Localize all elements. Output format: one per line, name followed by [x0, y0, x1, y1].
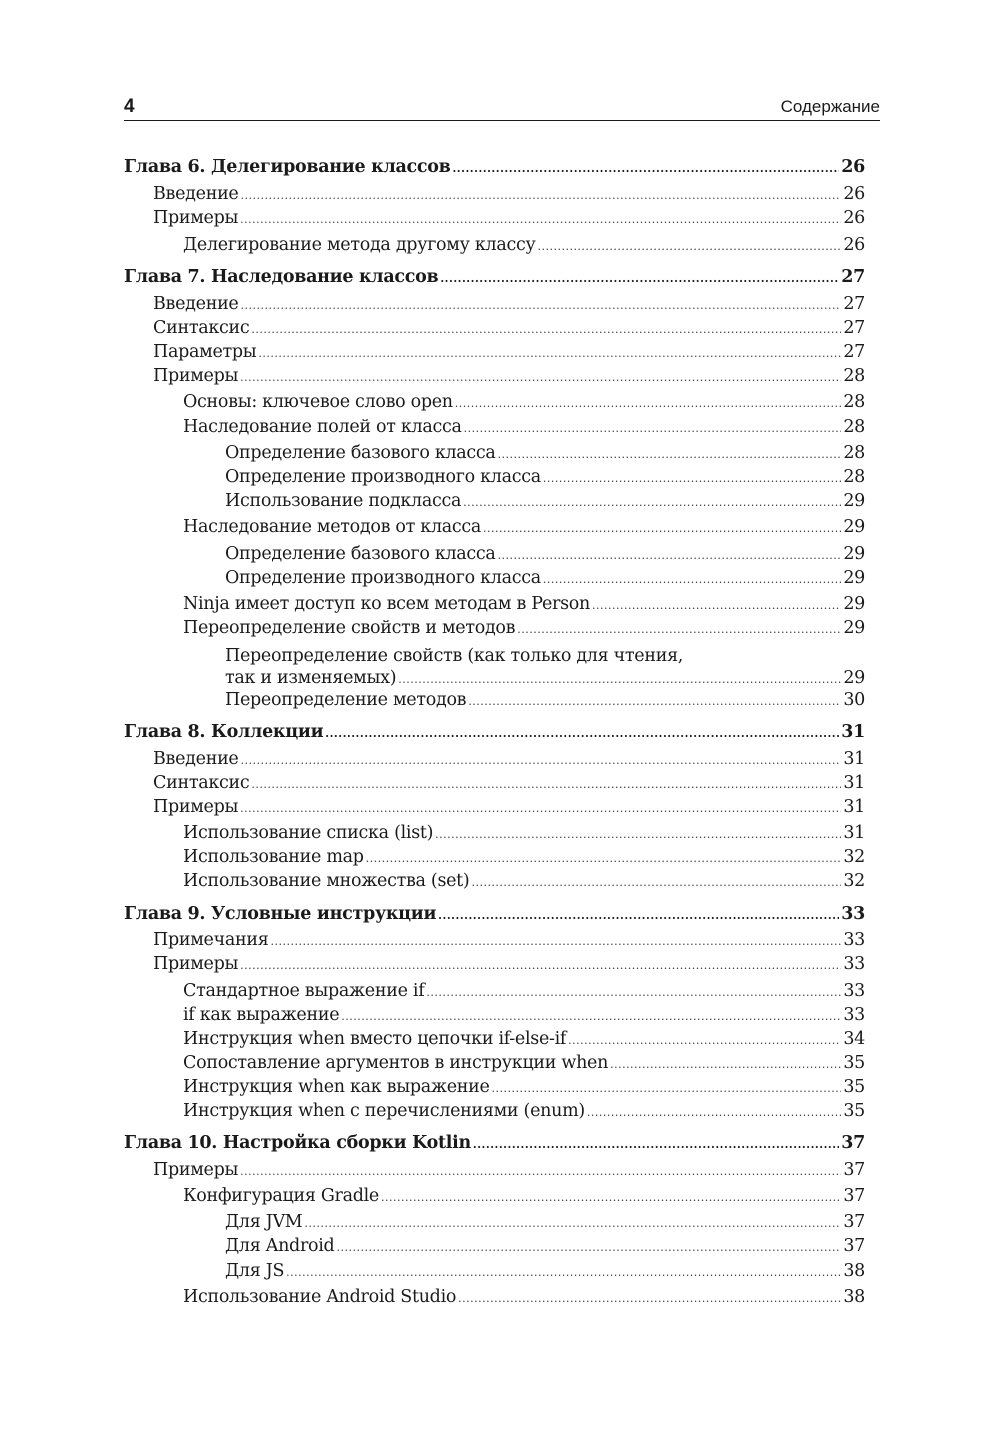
dot-leader — [241, 185, 842, 207]
toc-entry-page: 29 — [843, 517, 865, 537]
dot-leader — [592, 595, 841, 617]
toc-entry-page: 37 — [843, 1236, 865, 1256]
dot-leader — [240, 955, 841, 977]
dot-leader — [471, 872, 841, 894]
toc-entry[interactable] — [153, 953, 865, 977]
dot-leader — [464, 418, 842, 440]
dot-leader — [240, 1161, 841, 1183]
toc-entry[interactable] — [183, 234, 865, 258]
toc-entry[interactable] — [153, 929, 865, 953]
dot-leader — [366, 848, 842, 870]
toc-entry[interactable] — [183, 1052, 865, 1076]
toc-chapter-entry[interactable] — [124, 721, 865, 745]
toc-chapter-entry[interactable] — [124, 1132, 865, 1156]
toc-entry[interactable] — [225, 1260, 865, 1284]
dot-leader — [240, 367, 841, 389]
toc-entry[interactable] — [183, 1100, 865, 1124]
toc-entry[interactable] — [183, 1286, 865, 1310]
dot-leader — [543, 569, 841, 591]
running-header — [124, 94, 880, 121]
toc-entry[interactable] — [153, 1159, 865, 1183]
toc-entry-title: Глава 10. Настройка сборки Kotlin — [124, 1133, 471, 1153]
toc-entry-title: Примеры — [153, 954, 239, 974]
dot-leader — [251, 774, 841, 796]
dot-leader — [241, 295, 842, 317]
dot-leader — [587, 1102, 841, 1124]
toc-entry[interactable] — [183, 870, 865, 894]
toc-entry[interactable] — [153, 317, 865, 341]
toc-entry-title: Определение базового класса — [225, 544, 496, 564]
toc-entry-title: Параметры — [153, 342, 257, 362]
dot-leader — [270, 931, 841, 953]
toc-entry-page: 28 — [843, 392, 865, 412]
toc-entry-title: Использование map — [183, 847, 364, 867]
toc-entry[interactable] — [225, 567, 865, 591]
dot-leader — [492, 1078, 842, 1100]
toc-entry-title: Синтаксис — [153, 773, 250, 793]
toc-entry-title: Введение — [153, 294, 239, 314]
toc-entry[interactable] — [183, 516, 865, 540]
toc-entry[interactable] — [153, 748, 865, 772]
toc-entry-page: 31 — [843, 749, 865, 769]
toc-entry-title: Наследование методов от класса — [183, 517, 482, 537]
toc-entry-page: 27 — [843, 294, 865, 314]
toc-chapter-entry[interactable] — [124, 266, 865, 290]
toc-entry-title: if как выражение — [183, 1005, 340, 1025]
toc-entry-title: Для JVM — [225, 1212, 303, 1232]
toc-entry-page: 37 — [843, 1186, 865, 1206]
toc-entry-title: Примеры — [153, 797, 239, 817]
dot-leader — [455, 393, 842, 415]
toc-entry-page: 30 — [843, 690, 865, 710]
toc-entry-page: 29 — [843, 544, 865, 564]
toc-entry-title: Примеры — [153, 1160, 239, 1180]
toc-entry-title: Использование Android Studio — [183, 1287, 457, 1307]
toc-entry-page: 33 — [841, 904, 865, 924]
toc-entry-page: 34 — [843, 1029, 865, 1049]
toc-entry-page: 38 — [843, 1287, 865, 1307]
toc-entry[interactable] — [153, 341, 865, 365]
dot-leader — [341, 1006, 841, 1028]
toc-entry[interactable] — [183, 846, 865, 870]
toc-entry-page: 35 — [843, 1101, 865, 1121]
toc-entry-page: 27 — [841, 267, 865, 287]
toc-entry[interactable] — [183, 1185, 865, 1209]
toc-entry[interactable] — [225, 543, 865, 567]
page-number: 4 — [124, 96, 135, 117]
toc-entry-page: 26 — [843, 235, 865, 255]
toc-entry-page: 33 — [843, 1005, 865, 1025]
toc-entry-page: 26 — [843, 184, 865, 204]
toc-entry[interactable] — [225, 442, 865, 466]
toc-entry-title: Инструкция when вместо цепочки if-else-if — [183, 1029, 567, 1049]
toc-entry-title: Примеры — [153, 208, 239, 228]
dot-leader — [568, 1030, 841, 1052]
toc-entry-title: Глава 6. Делегирование классов — [124, 157, 451, 177]
toc-entry-title: Синтаксис — [153, 318, 250, 338]
toc-entry[interactable] — [183, 1076, 865, 1100]
toc-entry-title: Определение производного класса — [225, 467, 541, 487]
toc-entry-page: 37 — [843, 1160, 865, 1180]
toc-entry-title-continued: так и изменяемых) — [225, 668, 397, 688]
toc-chapter-entry[interactable] — [124, 903, 865, 927]
dot-leader — [498, 444, 842, 466]
toc-entry[interactable] — [225, 466, 865, 490]
toc-entry-page: 35 — [843, 1053, 865, 1073]
dot-leader — [473, 1134, 839, 1156]
toc-entry-page: 29 — [843, 568, 865, 588]
dot-leader — [483, 518, 841, 540]
toc-entry-page: 37 — [841, 1133, 865, 1153]
toc-entry[interactable] — [153, 796, 865, 820]
dot-leader — [398, 669, 841, 691]
toc-entry-page: 31 — [843, 797, 865, 817]
toc-chapter-entry[interactable] — [124, 156, 865, 180]
toc-entry[interactable] — [225, 1211, 865, 1235]
toc-entry-page: 29 — [843, 668, 865, 688]
dot-leader — [458, 1288, 841, 1310]
dot-leader — [381, 1187, 841, 1209]
toc-entry-page: 31 — [843, 773, 865, 793]
toc-entry-page: 29 — [843, 491, 865, 511]
toc-entry-page: 31 — [843, 823, 865, 843]
toc-entry[interactable] — [183, 822, 865, 846]
dot-leader — [241, 750, 842, 772]
toc-entry-page: 37 — [843, 1212, 865, 1232]
dot-leader — [325, 723, 839, 745]
toc-entry-title: Инструкция when с перечислениями (enum) — [183, 1101, 585, 1121]
toc-entry-title: Переопределение свойств и методов — [183, 618, 516, 638]
toc-entry-page: 28 — [843, 467, 865, 487]
toc-entry-title: Глава 9. Условные инструкции — [124, 904, 437, 924]
toc-entry-title: Глава 7. Наследование классов — [124, 267, 439, 287]
toc-entry-page: 28 — [843, 443, 865, 463]
dot-leader — [336, 1237, 841, 1259]
toc-entry[interactable] — [225, 645, 865, 691]
toc-entry[interactable] — [153, 365, 865, 389]
toc-entry[interactable] — [153, 293, 865, 317]
dot-leader — [543, 468, 841, 490]
toc-entry-page: 29 — [843, 594, 865, 614]
dot-leader — [498, 545, 842, 567]
toc-entry-title: Переопределение свойств (как только для чтения, — [225, 646, 684, 666]
toc-entry[interactable] — [225, 490, 865, 514]
toc-entry-title: Делегирование метода другому классу — [183, 235, 536, 255]
dot-leader — [435, 824, 841, 846]
toc-entry-title: Определение производного класса — [225, 568, 541, 588]
toc-entry-page: 27 — [843, 318, 865, 338]
dot-leader — [251, 319, 841, 341]
toc-entry-page: 32 — [843, 871, 865, 891]
toc-entry-title: Для Android — [225, 1236, 335, 1256]
toc-entry[interactable] — [225, 1235, 865, 1259]
toc-entry-title: Для JS — [225, 1261, 285, 1281]
dot-leader — [240, 209, 841, 231]
toc-entry[interactable] — [183, 617, 865, 641]
dot-leader — [438, 905, 839, 927]
dot-leader — [468, 691, 841, 713]
toc-entry-page: 27 — [843, 342, 865, 362]
dot-leader — [440, 268, 839, 290]
dot-leader — [426, 982, 841, 1004]
toc-entry-title: Глава 8. Коллекции — [124, 722, 324, 742]
dot-leader — [240, 798, 841, 820]
toc-entry-title: Основы: ключевое слово open — [183, 392, 453, 412]
toc-entry-page: 29 — [843, 618, 865, 638]
dot-leader — [463, 492, 841, 514]
toc-entry-title: Введение — [153, 749, 239, 769]
toc-entry-page: 33 — [843, 981, 865, 1001]
toc-entry-title: Наследование полей от класса — [183, 417, 462, 437]
toc-entry-page: 38 — [843, 1261, 865, 1281]
toc-entry-page: 28 — [843, 417, 865, 437]
toc-entry-title: Примеры — [153, 366, 239, 386]
toc-entry[interactable] — [225, 689, 865, 713]
dot-leader — [286, 1262, 841, 1284]
running-title: Содержание — [780, 97, 880, 116]
dot-leader — [258, 343, 841, 365]
toc-entry[interactable] — [153, 183, 865, 207]
toc-entry-title: Примечания — [153, 930, 269, 950]
toc-entry-page: 31 — [841, 722, 865, 742]
toc-entry[interactable] — [183, 980, 865, 1004]
toc-entry-page: 26 — [843, 208, 865, 228]
toc-entry-title: Определение базового класса — [225, 443, 496, 463]
toc-entry[interactable] — [183, 593, 865, 617]
toc-entry-title: Инструкция when как выражение — [183, 1077, 490, 1097]
toc-entry-title: Переопределение методов — [225, 690, 467, 710]
toc-entry-page: 32 — [843, 847, 865, 867]
toc-entry-title: Конфигурация Gradle — [183, 1186, 379, 1206]
toc-entry[interactable] — [183, 416, 865, 440]
toc-entry-page: 33 — [843, 954, 865, 974]
dot-leader — [610, 1054, 841, 1076]
toc-entry[interactable] — [183, 1004, 865, 1028]
toc-entry-title: Ninja имеет доступ ко всем методам в Person — [183, 594, 590, 614]
toc-entry-page: 26 — [841, 157, 865, 177]
dot-leader — [452, 158, 839, 180]
toc-entry-title: Использование списка (list) — [183, 823, 434, 843]
toc-entry-title: Стандартное выражение if — [183, 981, 425, 1001]
dot-leader — [537, 236, 841, 258]
toc-entry[interactable] — [183, 391, 865, 415]
toc-entry-title: Использование подкласса — [225, 491, 462, 511]
toc-entry[interactable] — [153, 207, 865, 231]
dot-leader — [517, 619, 841, 641]
toc-entry-title: Использование множества (set) — [183, 871, 470, 891]
toc-entry[interactable] — [183, 1028, 865, 1052]
toc-entry-page: 28 — [843, 366, 865, 386]
toc-entry-page: 35 — [843, 1077, 865, 1097]
toc-entry-title: Сопоставление аргументов в инструкции when — [183, 1053, 609, 1073]
dot-leader — [304, 1213, 841, 1235]
toc-entry[interactable] — [153, 772, 865, 796]
toc-entry-page: 33 — [843, 930, 865, 950]
toc-entry-title: Введение — [153, 184, 239, 204]
